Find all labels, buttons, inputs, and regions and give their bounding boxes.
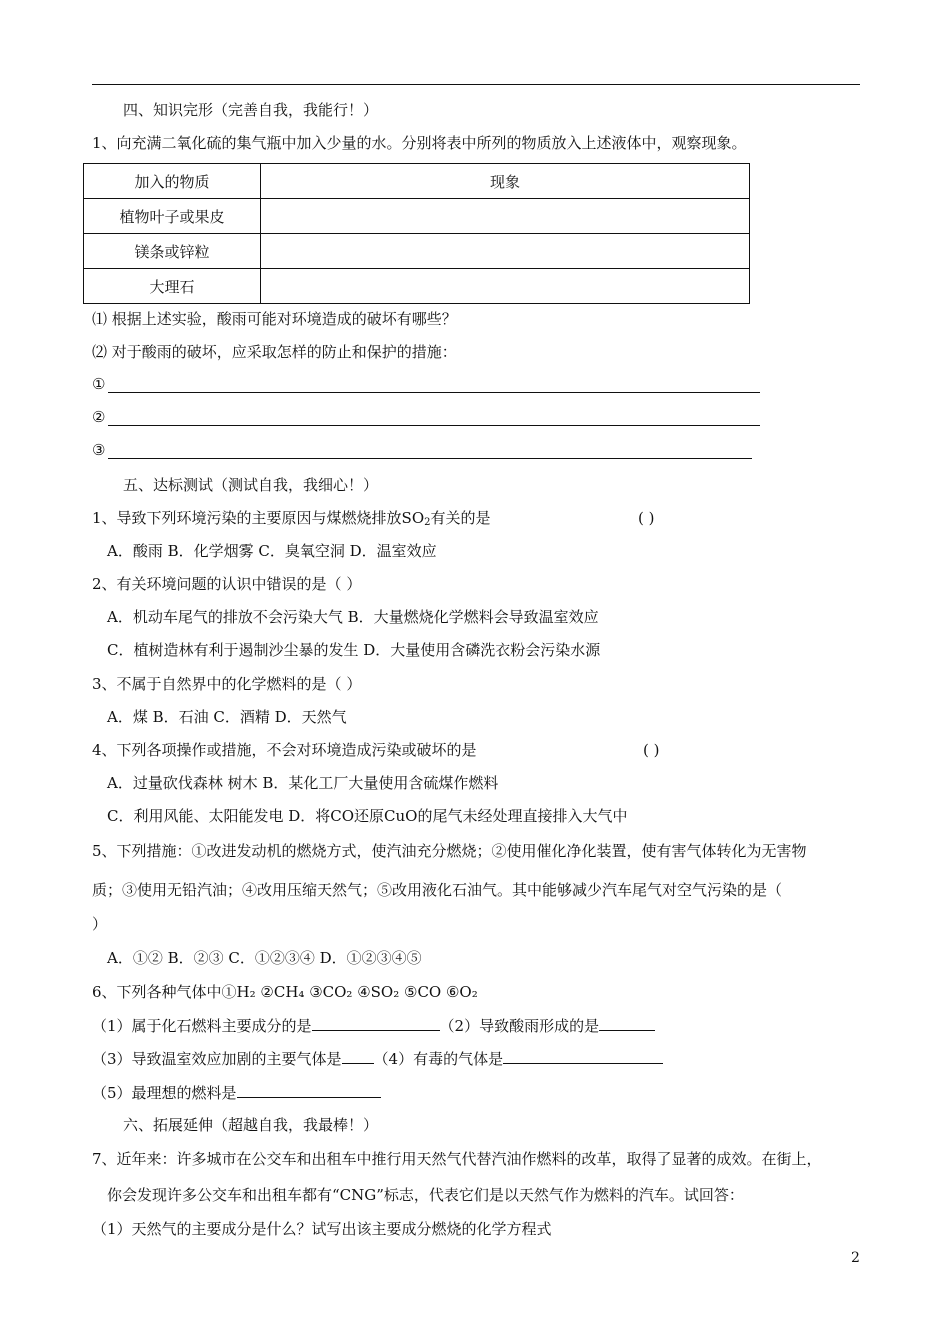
blank-marker-3: ③ — [92, 441, 106, 459]
q1-stem — [92, 508, 491, 533]
q2-options-2: C．植树造林有利于遏制沙尘暴的发生 D．大量使用含磷洗衣粉会污染水源 — [107, 641, 601, 659]
table-cell-phenomenon[interactable] — [261, 199, 750, 234]
q4-options-2: C．利用风能、太阳能发电 D．将CO还原CuO的尾气未经处理直接排入大气中 — [107, 807, 628, 825]
q6-part4-blank[interactable] — [503, 1049, 663, 1064]
q6-part2-blank[interactable] — [599, 1016, 655, 1031]
q5-line2: 质；③使用无铅汽油；④改用压缩天然气；⑤改用液化石油气。其中能够减少汽车尾气对空气污染的是（ — [92, 881, 783, 899]
table-header-row — [84, 164, 750, 199]
q1-stem-sub: 2 — [424, 517, 431, 528]
q1-options: A．酸雨 B．化学烟雾 C．臭氧空洞 D．温室效应 — [107, 542, 437, 560]
q6-part2-label: （2）导致酸雨形成的是 — [439, 1017, 600, 1035]
section6-heading: 六、拓展延伸（超越自我，我最棒！） — [123, 1116, 379, 1134]
section4-question1: 1、向充满二氧化硫的集气瓶中加入少量的水。分别将表中所列的物质放入上述液体中，观察现象。 — [92, 134, 747, 152]
table-header-phenomenon: 现象 — [261, 164, 750, 199]
table-cell-substance: 大理石 — [84, 269, 261, 304]
q4-answer-paren[interactable]: ( ) — [643, 741, 660, 759]
q6-part3-label: （3）导致温室效应加剧的主要气体是 — [92, 1050, 342, 1068]
q7-sub1: （1）天然气的主要成分是什么？试写出该主要成分燃烧的化学方程式 — [92, 1220, 552, 1238]
page-number: 2 — [851, 1250, 860, 1266]
q1-stem-a: 1、导致下列环境污染的主要原因与煤燃烧排放SO — [92, 509, 425, 527]
section4-heading: 四、知识完形（完善自我，我能行！） — [123, 101, 379, 119]
section4-sub2: ⑵ 对于酸雨的破坏，应采取怎样的防止和保护的措施： — [92, 343, 457, 361]
q2-options-1: A．机动车尾气的排放不会污染大气 B．大量燃烧化学燃料会导致温室效应 — [107, 608, 599, 626]
q3-options: A．煤 B．石油 C．酒精 D．天然气 — [107, 708, 347, 726]
q6-row2 — [92, 1049, 663, 1069]
header-rule — [92, 84, 860, 85]
q5-line1: 5、下列措施：①改进发动机的燃烧方式，使汽油充分燃烧；②使用催化净化装置，使有害气体转化为无害物 — [92, 842, 807, 860]
table-cell-phenomenon[interactable] — [261, 234, 750, 269]
q6-row1 — [92, 1016, 655, 1036]
q6-part3-blank[interactable] — [342, 1049, 374, 1064]
q4-options-1: A．过量砍伐森林 树木 B．某化工厂大量使用含硫煤作燃料 — [107, 774, 499, 792]
answer-line-1[interactable] — [108, 392, 760, 393]
table-cell-phenomenon[interactable] — [261, 269, 750, 304]
q6-part4-label: （4）有毒的气体是 — [373, 1050, 504, 1068]
q2-stem: 2、有关环境问题的认识中错误的是（ ） — [92, 575, 362, 593]
q7-line1: 7、近年来：许多城市在公交车和出租车中推行用天然气代替汽油作燃料的改革，取得了显著的成效。在街上， — [92, 1150, 822, 1168]
q6-stem: 6、下列各种气体中①H₂ ②CH₄ ③CO₂ ④SO₂ ⑤CO ⑥O₂ — [92, 983, 478, 1001]
q6-part1-blank[interactable] — [312, 1016, 440, 1031]
q6-row3 — [92, 1083, 381, 1103]
q3-stem: 3、不属于自然界中的化学燃料的是（ ） — [92, 675, 362, 693]
table-cell-substance: 镁条或锌粒 — [84, 234, 261, 269]
table-header-substance: 加入的物质 — [84, 164, 261, 199]
q5-options: A．①② B．②③ C．①②③④ D．①②③④⑤ — [107, 949, 422, 967]
table-row — [84, 234, 750, 269]
table-row — [84, 269, 750, 304]
table-cell-substance: 植物叶子或果皮 — [84, 199, 261, 234]
observation-table — [83, 163, 750, 304]
q6-part5-label: （5）最理想的燃料是 — [92, 1084, 237, 1102]
blank-marker-1: ① — [92, 375, 106, 393]
section4-sub1: ⑴ 根据上述实验，酸雨可能对环境造成的破坏有哪些？ — [92, 310, 457, 328]
answer-line-3[interactable] — [108, 458, 752, 459]
q6-part1-label: （1）属于化石燃料主要成分的是 — [92, 1017, 312, 1035]
answer-line-2[interactable] — [108, 425, 760, 426]
section5-heading: 五、达标测试（测试自我，我细心！） — [123, 476, 379, 494]
q5-line3: ） — [92, 915, 108, 933]
table-row — [84, 199, 750, 234]
q7-line2: 你会发现许多公交车和出租车都有“CNG”标志，代表它们是以天然气作为燃料的汽车。试回答： — [107, 1186, 744, 1204]
q1-answer-paren[interactable]: ( ) — [638, 509, 655, 527]
q6-part5-blank[interactable] — [237, 1083, 381, 1098]
blank-marker-2: ② — [92, 408, 106, 426]
q4-stem: 4、下列各项操作或措施，不会对环境造成污染或破坏的是 — [92, 741, 477, 759]
q1-stem-b: 有关的是 — [430, 509, 491, 527]
